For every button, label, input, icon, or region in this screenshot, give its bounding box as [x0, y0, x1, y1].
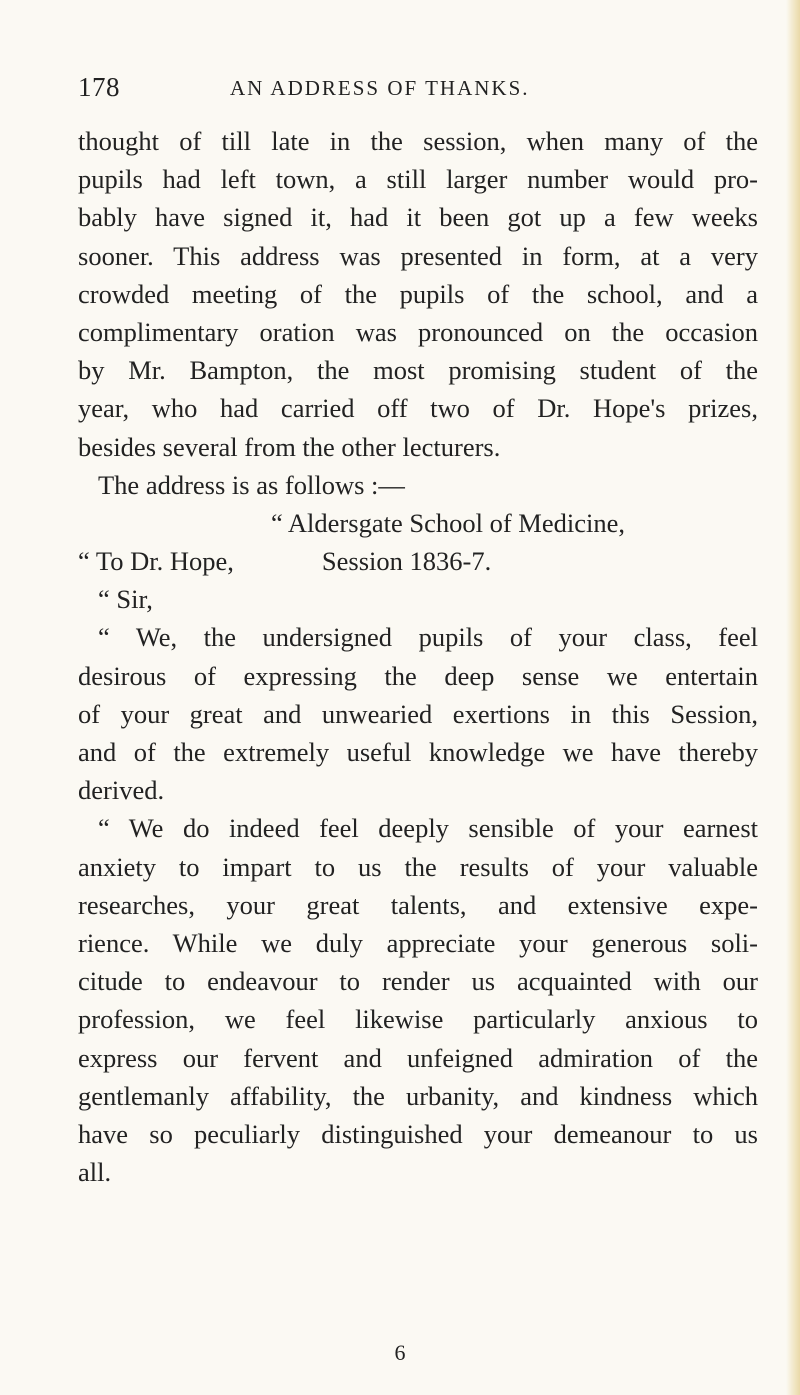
page-number: 178	[78, 72, 120, 102]
text-line: researches, your great talents, and extensive expe-	[78, 889, 758, 920]
body-text	[78, 122, 758, 1191]
text-line: complimentary oration was pronounced on the occasion	[78, 316, 758, 347]
addressee: “ To Dr. Hope,	[78, 546, 234, 577]
text-line: sooner. This address was presented in form, at a very	[78, 240, 758, 271]
text-line: have so peculiarly distinguished your demeanour to us	[78, 1118, 758, 1149]
text-line: desirous of expressing the deep sense we entertain	[78, 660, 758, 691]
page-edge	[786, 0, 800, 1395]
text-line: besides several from the other lecturers.	[78, 431, 501, 462]
text-line: gentlemanly affability, the urbanity, and kindness which	[78, 1080, 758, 1111]
text-line: by Mr. Bampton, the most promising student of the	[78, 355, 758, 386]
text-line: crowded meeting of the pupils of the school, and a	[78, 278, 758, 309]
dateline: “ Aldersgate School of Medicine,	[271, 507, 625, 538]
text-line: of your great and unwearied exertions in this Session,	[78, 698, 758, 729]
text-line: thought of till late in the session, when many of the	[78, 126, 758, 156]
salutation: “ Sir,	[98, 584, 153, 615]
text-line: all.	[78, 1157, 112, 1188]
signature-mark: 6	[394, 1340, 406, 1365]
text-line: and of the extremely useful knowledge we have thereby	[78, 737, 758, 767]
text-line: “ We, the undersigned pupils of your class, feel	[98, 622, 758, 653]
text-line: anxiety to impart to us the results of your valuable	[78, 851, 758, 882]
text-line: citude to endeavour to render us acquainted with our	[78, 966, 758, 997]
session-date: Session 1836-7.	[321, 546, 492, 577]
text-line: “ We do indeed feel deeply sensible of your earnest	[98, 813, 758, 844]
page-header	[78, 72, 758, 106]
text-line: express our fervent and unfeigned admiration of the	[78, 1042, 758, 1073]
text-line: derived.	[78, 775, 165, 806]
text-line: pupils had left town, a still larger number would pro-	[78, 164, 758, 195]
address-line	[78, 542, 758, 580]
text-line: bably have signed it, had it been got up a few weeks	[78, 202, 758, 233]
text-line: The address is as follows :—	[98, 469, 405, 500]
running-title: AN ADDRESS OF THANKS.	[230, 76, 530, 100]
text-line: profession, we feel likewise particularly anxious to	[78, 1004, 758, 1035]
text-line: year, who had carried off two of Dr. Hope's prizes,	[78, 393, 758, 424]
text-line: rience. While we duly appreciate your generous soli-	[78, 927, 758, 958]
